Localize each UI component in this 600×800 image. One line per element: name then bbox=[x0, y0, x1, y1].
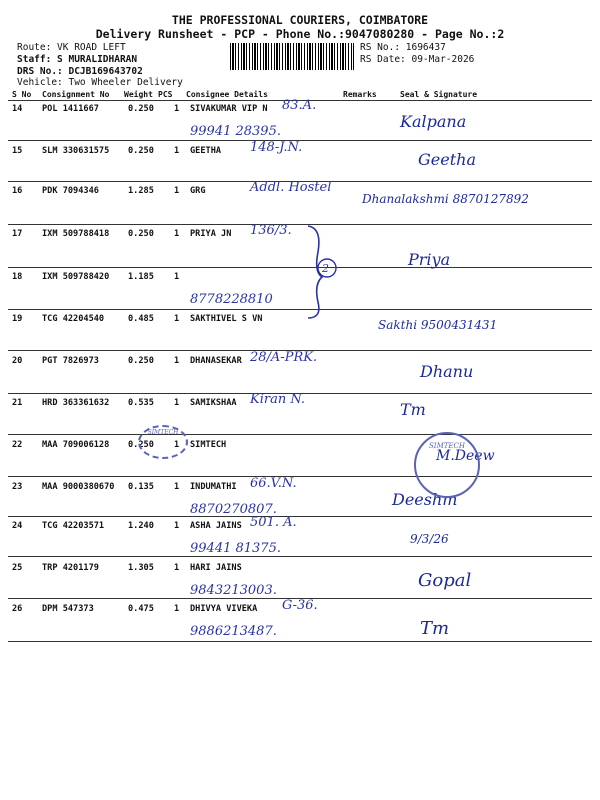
row-rule bbox=[8, 516, 592, 517]
row-pcs: 1 bbox=[174, 356, 180, 366]
row-handwritten-phone: 99441 81375. bbox=[190, 541, 281, 556]
row-weight: 0.535 bbox=[128, 398, 154, 408]
col-seal: Seal & Signature bbox=[400, 90, 478, 99]
row-weight: 1.185 bbox=[128, 272, 154, 282]
row-sno: 21 bbox=[12, 398, 23, 408]
row-rule bbox=[8, 434, 592, 435]
row-consignment: PDK 7094346 bbox=[42, 186, 99, 196]
row-consignment: TCG 42204540 bbox=[42, 314, 105, 324]
row-signature: Dhanu bbox=[420, 362, 474, 381]
row-signature: Tm bbox=[420, 618, 450, 639]
row-pcs: 1 bbox=[174, 314, 180, 324]
row-consignment: DPM 547373 bbox=[42, 604, 94, 614]
staff-label: Staff: S MURALIDHARAN bbox=[17, 54, 138, 65]
row-pcs: 1 bbox=[174, 186, 180, 196]
col-consignee: Consignee Details bbox=[186, 90, 268, 99]
row-signature: Dhanalakshmi 8870127892 bbox=[362, 192, 529, 206]
row-weight: 0.250 bbox=[128, 146, 154, 156]
row-signature: Priya bbox=[408, 250, 451, 269]
row-weight: 0.485 bbox=[128, 314, 154, 324]
row-handwritten-phone: 8778228810 bbox=[190, 292, 273, 307]
row-consignee: INDUMATHI bbox=[190, 482, 237, 492]
col-sno: S No bbox=[12, 90, 32, 99]
row-consignee: SIMTECH bbox=[190, 440, 227, 450]
row-weight: 0.475 bbox=[128, 604, 154, 614]
row-weight: 0.250 bbox=[128, 229, 154, 239]
row-sno: 24 bbox=[12, 521, 23, 531]
row-sno: 18 bbox=[12, 272, 23, 282]
row-pcs: 1 bbox=[174, 604, 180, 614]
row-consignment: POL 1411667 bbox=[42, 104, 99, 114]
rs-number: RS No.: 1696437 bbox=[360, 42, 446, 53]
col-pcs: PCS bbox=[158, 90, 173, 99]
row-consignment: IXM 509788420 bbox=[42, 272, 110, 282]
row-pcs: 1 bbox=[174, 272, 180, 282]
col-remarks: Remarks bbox=[343, 90, 377, 99]
row-weight: 0.250 bbox=[128, 356, 154, 366]
stamp-round: SIMTECH bbox=[414, 432, 480, 498]
row-sno: 22 bbox=[12, 440, 23, 450]
row-sno: 19 bbox=[12, 314, 23, 324]
row-consignee: GRG bbox=[190, 186, 206, 196]
row-pcs: 1 bbox=[174, 482, 180, 492]
row-sno: 16 bbox=[12, 186, 23, 196]
rs-date: RS Date: 09-Mar-2026 bbox=[360, 54, 475, 65]
row-handwritten-phone: 9843213003. bbox=[190, 583, 277, 598]
row-consignee: SAKTHIVEL S VN bbox=[190, 314, 263, 324]
document-title: THE PROFESSIONAL COURIERS, COIMBATORE bbox=[171, 13, 429, 27]
row-signature: Sakthi 9500431431 bbox=[378, 318, 498, 332]
row-signature: 9/3/26 bbox=[410, 532, 449, 546]
row-rule bbox=[8, 476, 592, 477]
col-consignment: Consignment No bbox=[42, 90, 110, 99]
col-weight: Weight bbox=[124, 90, 153, 99]
row-consignee: SAMIKSHAA bbox=[190, 398, 237, 408]
row-pcs: 1 bbox=[174, 521, 180, 531]
row-handwritten-address: Addl. Hostel bbox=[250, 180, 332, 195]
row-consignee: SIVAKUMAR VIP N bbox=[190, 104, 268, 114]
row-sno: 25 bbox=[12, 563, 23, 573]
row-pcs: 1 bbox=[174, 440, 180, 450]
stamp-small: SIMTECH bbox=[138, 425, 188, 459]
row-signature: Deeshm bbox=[392, 490, 458, 509]
row-rule bbox=[8, 556, 592, 557]
row-pcs: 1 bbox=[174, 398, 180, 408]
row-consignment: TCG 42203571 bbox=[42, 521, 105, 531]
row-consignee: PRIYA JN bbox=[190, 229, 232, 239]
row-consignment: HRD 363361632 bbox=[42, 398, 110, 408]
row-weight: 0.250 bbox=[128, 104, 154, 114]
row-handwritten-address: Kiran N. bbox=[250, 392, 306, 407]
row-sno: 26 bbox=[12, 604, 23, 614]
row-handwritten-address: G-36. bbox=[282, 598, 318, 613]
row-weight: 1.240 bbox=[128, 521, 154, 531]
row-handwritten-phone: 8870270807. bbox=[190, 502, 277, 517]
row-pcs: 1 bbox=[174, 563, 180, 573]
row-sno: 23 bbox=[12, 482, 23, 492]
row-weight: 1.305 bbox=[128, 563, 154, 573]
row-handwritten-address: 83.A. bbox=[282, 98, 317, 113]
row-sno: 17 bbox=[12, 229, 23, 239]
row-pcs: 1 bbox=[174, 229, 180, 239]
row-consignee: GEETHA bbox=[190, 146, 222, 156]
barcode bbox=[230, 43, 354, 70]
vehicle-label: Vehicle: Two Wheeler Delivery bbox=[17, 77, 183, 88]
row-pcs: 1 bbox=[174, 104, 180, 114]
row-rule bbox=[8, 641, 592, 642]
row-consignee: DHIVYA VIVEKA bbox=[190, 604, 258, 614]
row-handwritten-address: 148-J.N. bbox=[250, 140, 303, 155]
row-consignment: MAA 9000380670 bbox=[42, 482, 115, 492]
row-weight: 1.285 bbox=[128, 186, 154, 196]
row-signature: M.Deew bbox=[436, 448, 495, 464]
row-signature: Geetha bbox=[418, 150, 476, 169]
row-sno: 14 bbox=[12, 104, 23, 114]
row-weight: 0.250 bbox=[128, 440, 154, 450]
row-consignee: ASHA JAINS bbox=[190, 521, 242, 531]
row-consignment: IXM 509788418 bbox=[42, 229, 110, 239]
row-consignment: SLM 330631575 bbox=[42, 146, 110, 156]
row-signature: Kalpana bbox=[400, 112, 467, 131]
document-subtitle: Delivery Runsheet - PCP - Phone No.:9047080280 - Page No.:2 bbox=[95, 27, 505, 41]
row-handwritten-phone: 9886213487. bbox=[190, 624, 277, 639]
route-label: Route: VK ROAD LEFT bbox=[17, 42, 126, 53]
row-consignment: PGT 7826973 bbox=[42, 356, 99, 366]
row-signature: Gopal bbox=[418, 570, 472, 591]
row-handwritten-address: 28/A-PRK. bbox=[250, 350, 318, 365]
row-weight: 0.135 bbox=[128, 482, 154, 492]
row-handwritten-phone: 99941 28395. bbox=[190, 124, 281, 139]
row-handwritten-address: 501. A. bbox=[250, 515, 297, 530]
row-handwritten-address: 66.V.N. bbox=[250, 476, 297, 491]
circle-mark: 2 bbox=[322, 262, 329, 275]
row-consignee: DHANASEKAR bbox=[190, 356, 242, 366]
row-sno: 20 bbox=[12, 356, 23, 366]
row-consignment: MAA 709006128 bbox=[42, 440, 110, 450]
row-pcs: 1 bbox=[174, 146, 180, 156]
row-handwritten-address: 136/3. bbox=[250, 223, 292, 238]
row-consignment: TRP 4201179 bbox=[42, 563, 99, 573]
row-sno: 15 bbox=[12, 146, 23, 156]
drs-label: DRS No.: DCJB169643702 bbox=[17, 66, 143, 77]
row-consignee: HARI JAINS bbox=[190, 563, 242, 573]
row-signature: Tm bbox=[400, 400, 426, 419]
